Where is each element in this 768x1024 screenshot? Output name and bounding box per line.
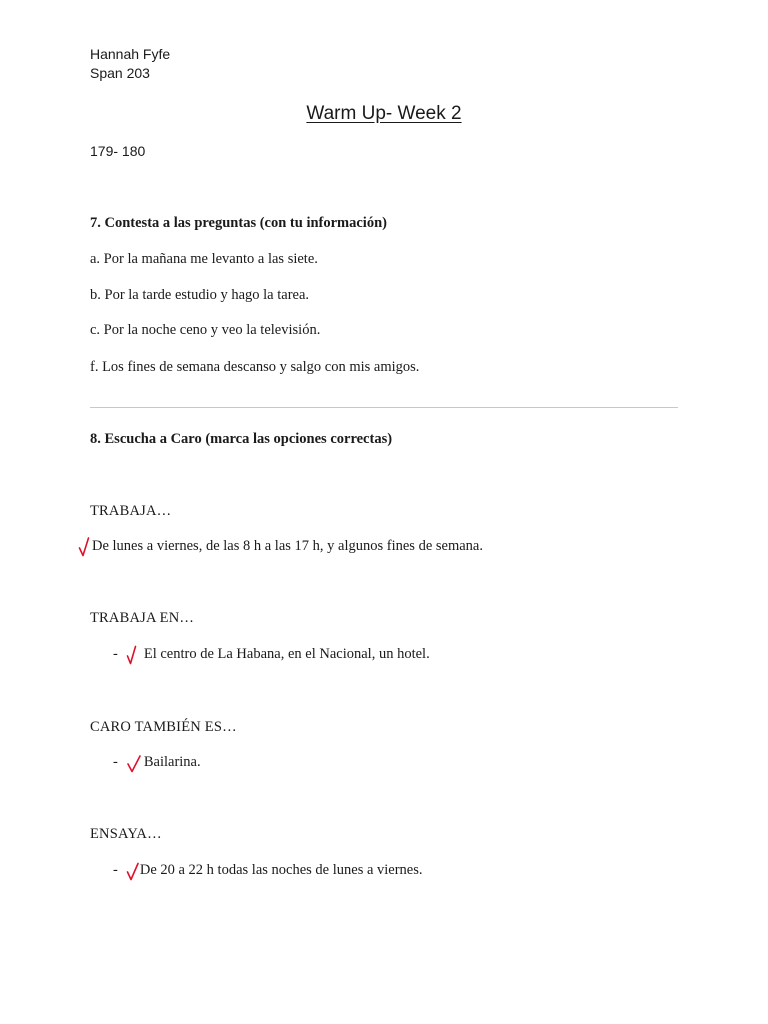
page-title: Warm Up- Week 2: [306, 103, 462, 124]
course-code: Span 203: [90, 65, 150, 81]
answer-c: c. Por la noche ceno y veo la televisión.: [90, 322, 321, 338]
page-range: 179- 180: [90, 143, 146, 159]
student-name: Hannah Fyfe: [90, 46, 171, 62]
option-row-trabaja: [78, 537, 483, 555]
answer-a: a. Por la mañana me levanto a las siete.: [90, 251, 318, 267]
answer-f: f. Los fines de semana descanso y salgo con mis amigos.: [90, 359, 420, 375]
list-dash: -: [113, 753, 118, 770]
option-text: El centro de La Habana, en el Nacional, un hotel.: [143, 645, 430, 662]
option-text: De lunes a viernes, de las 8 h a las 17 h, y algunos fines de semana.: [92, 537, 483, 554]
group-label-trabaja: TRABAJA…: [90, 503, 172, 519]
section-divider: [90, 407, 678, 408]
checkmark-icon: [126, 753, 142, 771]
group-label-ensaya: ENSAYA…: [90, 826, 162, 842]
answer-b: b. Por la tarde estudio y hago la tarea.: [90, 287, 310, 303]
option-row-ensaya: [113, 861, 423, 879]
option-row-trabaja-en: [113, 645, 430, 663]
checkmark-icon: [78, 537, 92, 555]
section-7-heading: 7. Contesta a las preguntas (con tu información): [90, 215, 387, 231]
option-row-caro-tambien-es: [113, 753, 201, 771]
group-label-caro-tambien-es: CARO TAMBIÉN ES…: [90, 719, 237, 735]
option-text: De 20 a 22 h todas las noches de lunes a viernes.: [139, 861, 423, 878]
list-dash: -: [113, 645, 118, 662]
list-dash: -: [113, 861, 118, 878]
section-8-heading: 8. Escucha a Caro (marca las opciones correctas): [90, 431, 393, 447]
checkmark-icon: [126, 645, 140, 663]
group-label-trabaja-en: TRABAJA EN…: [90, 610, 195, 626]
option-text: Bailarina.: [143, 753, 201, 770]
checkmark-icon: [126, 861, 140, 879]
